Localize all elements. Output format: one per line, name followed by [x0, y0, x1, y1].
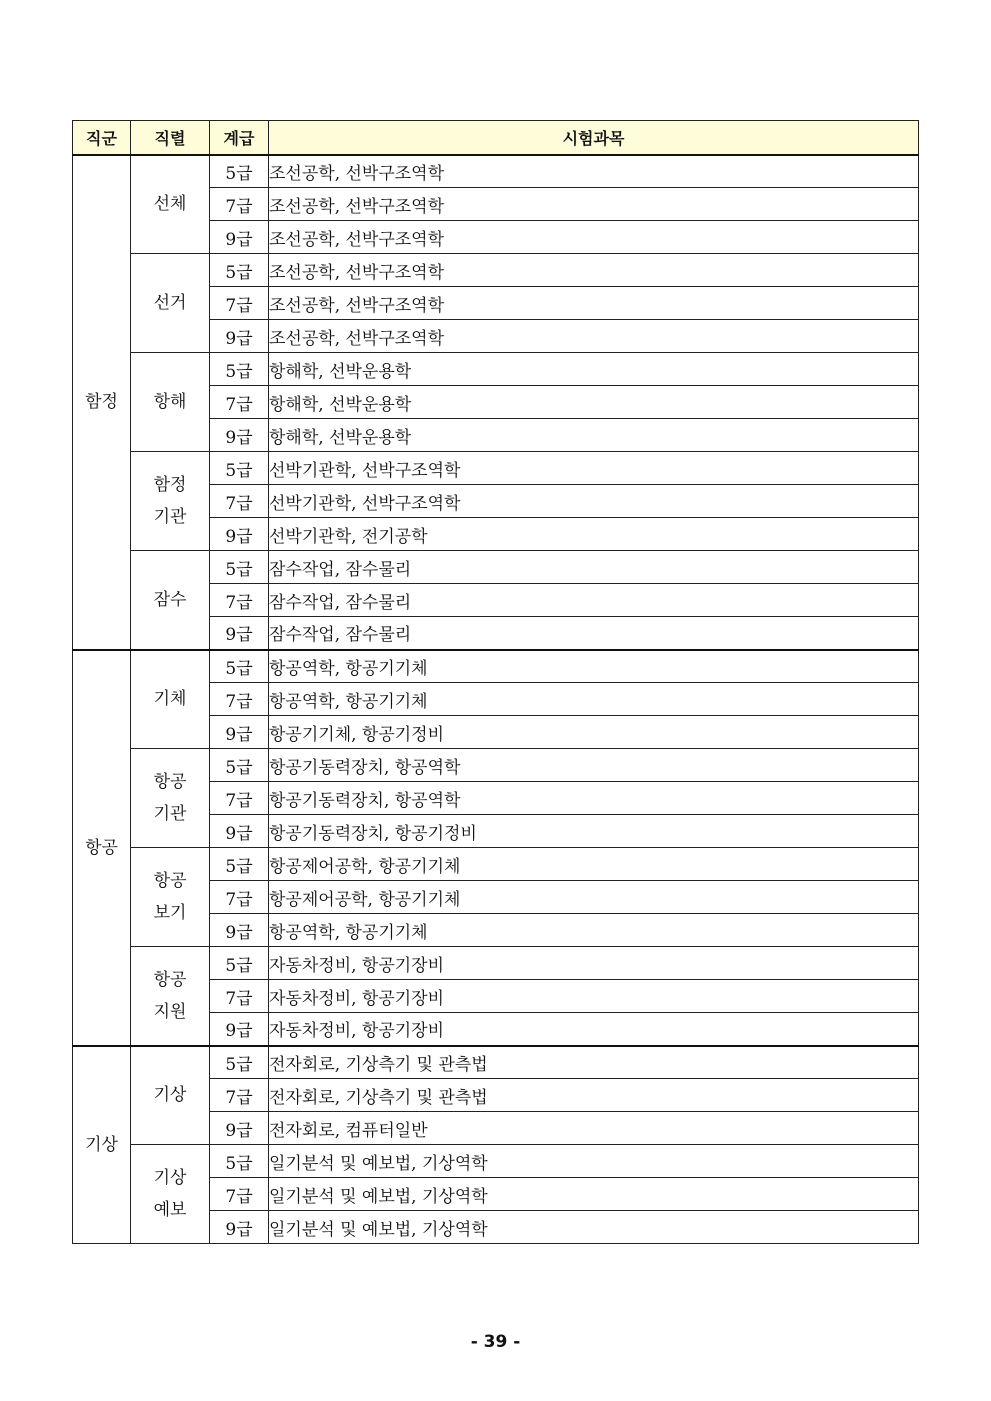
- subjects-cell: 항공역학, 항공기기체: [269, 650, 919, 683]
- table-row: [73, 452, 919, 485]
- subjects-cell: 선박기관학, 선박구조역학: [269, 452, 919, 485]
- series-cell: 항공 지원: [131, 947, 210, 1046]
- subjects-cell: 항해학, 선박운용학: [269, 386, 919, 419]
- subjects-cell: 잠수작업, 잠수물리: [269, 551, 919, 584]
- grade-cell: 9급: [210, 617, 269, 650]
- group-cell: 항공: [73, 650, 131, 1046]
- subjects-cell: 항공기동력장치, 항공역학: [269, 782, 919, 815]
- table-row: [73, 1145, 919, 1178]
- table-row: [73, 749, 919, 782]
- table-row: [73, 848, 919, 881]
- grade-cell: 9급: [210, 221, 269, 254]
- subjects-cell: 항공역학, 항공기기체: [269, 914, 919, 947]
- subjects-cell: 잠수작업, 잠수물리: [269, 584, 919, 617]
- group-cell: 기상: [73, 1046, 131, 1244]
- table-row: [73, 155, 919, 188]
- grade-cell: 7급: [210, 1178, 269, 1211]
- subjects-cell: 조선공학, 선박구조역학: [269, 155, 919, 188]
- grade-cell: 5급: [210, 1145, 269, 1178]
- series-cell: 기체: [131, 650, 210, 749]
- series-cell: 기상: [131, 1046, 210, 1145]
- grade-cell: 7급: [210, 485, 269, 518]
- grade-cell: 5급: [210, 1046, 269, 1079]
- header-grade: 계급: [210, 121, 269, 155]
- subjects-cell: 조선공학, 선박구조역학: [269, 254, 919, 287]
- header-subjects: 시험과목: [269, 121, 919, 155]
- grade-cell: 7급: [210, 683, 269, 716]
- grade-cell: 9급: [210, 419, 269, 452]
- grade-cell: 9급: [210, 815, 269, 848]
- subjects-cell: 잠수작업, 잠수물리: [269, 617, 919, 650]
- grade-cell: 7급: [210, 782, 269, 815]
- subjects-cell: 선박기관학, 전기공학: [269, 518, 919, 551]
- grade-cell: 9급: [210, 914, 269, 947]
- grade-cell: 5급: [210, 848, 269, 881]
- subjects-cell: 항공기동력장치, 항공기정비: [269, 815, 919, 848]
- grade-cell: 5급: [210, 551, 269, 584]
- grade-cell: 7급: [210, 584, 269, 617]
- grade-cell: 9급: [210, 1013, 269, 1046]
- subjects-cell: 항공제어공학, 항공기기체: [269, 881, 919, 914]
- subjects-cell: 전자회로, 컴퓨터일반: [269, 1112, 919, 1145]
- series-cell: 항해: [131, 353, 210, 452]
- subjects-cell: 항공역학, 항공기기체: [269, 683, 919, 716]
- grade-cell: 9급: [210, 1112, 269, 1145]
- subjects-cell: 조선공학, 선박구조역학: [269, 320, 919, 353]
- table-row: [73, 1046, 919, 1079]
- subjects-cell: 일기분석 및 예보법, 기상역학: [269, 1178, 919, 1211]
- grade-cell: 5급: [210, 650, 269, 683]
- grade-cell: 7급: [210, 881, 269, 914]
- series-cell: 함정 기관: [131, 452, 210, 551]
- subjects-cell: 항해학, 선박운용학: [269, 353, 919, 386]
- grade-cell: 7급: [210, 980, 269, 1013]
- grade-cell: 9급: [210, 320, 269, 353]
- subjects-cell: 선박기관학, 선박구조역학: [269, 485, 919, 518]
- grade-cell: 5급: [210, 353, 269, 386]
- grade-cell: 5급: [210, 155, 269, 188]
- grade-cell: 9급: [210, 518, 269, 551]
- grade-cell: 9급: [210, 716, 269, 749]
- series-cell: 선체: [131, 155, 210, 254]
- table-row: [73, 650, 919, 683]
- table-row: [73, 254, 919, 287]
- table-row: [73, 353, 919, 386]
- table-header-row: [73, 121, 919, 155]
- subjects-cell: 항공기동력장치, 항공역학: [269, 749, 919, 782]
- subjects-cell: 자동차정비, 항공기장비: [269, 1013, 919, 1046]
- header-group: 직군: [73, 121, 131, 155]
- page-number: - 39 -: [470, 1332, 521, 1352]
- subjects-cell: 일기분석 및 예보법, 기상역학: [269, 1211, 919, 1244]
- series-cell: 잠수: [131, 551, 210, 650]
- grade-cell: 5급: [210, 254, 269, 287]
- grade-cell: 7급: [210, 188, 269, 221]
- subjects-cell: 자동차정비, 항공기장비: [269, 947, 919, 980]
- series-cell: 항공 보기: [131, 848, 210, 947]
- subjects-cell: 조선공학, 선박구조역학: [269, 188, 919, 221]
- grade-cell: 7급: [210, 287, 269, 320]
- grade-cell: 7급: [210, 386, 269, 419]
- subjects-cell: 자동차정비, 항공기장비: [269, 980, 919, 1013]
- grade-cell: 9급: [210, 1211, 269, 1244]
- exam-subjects-table: [72, 120, 919, 1244]
- grade-cell: 7급: [210, 1079, 269, 1112]
- subjects-cell: 조선공학, 선박구조역학: [269, 287, 919, 320]
- subjects-cell: 일기분석 및 예보법, 기상역학: [269, 1145, 919, 1178]
- series-cell: 선거: [131, 254, 210, 353]
- subjects-cell: 항공제어공학, 항공기기체: [269, 848, 919, 881]
- grade-cell: 5급: [210, 452, 269, 485]
- grade-cell: 5급: [210, 947, 269, 980]
- subjects-cell: 항해학, 선박운용학: [269, 419, 919, 452]
- table-row: [73, 947, 919, 980]
- series-cell: 기상 예보: [131, 1145, 210, 1244]
- subjects-cell: 항공기기체, 항공기정비: [269, 716, 919, 749]
- grade-cell: 5급: [210, 749, 269, 782]
- table-body: [73, 155, 919, 1244]
- header-series: 직렬: [131, 121, 210, 155]
- subjects-cell: 조선공학, 선박구조역학: [269, 221, 919, 254]
- group-cell: 함정: [73, 155, 131, 650]
- subjects-cell: 전자회로, 기상측기 및 관측법: [269, 1046, 919, 1079]
- series-cell: 항공 기관: [131, 749, 210, 848]
- subjects-cell: 전자회로, 기상측기 및 관측법: [269, 1079, 919, 1112]
- table-row: [73, 551, 919, 584]
